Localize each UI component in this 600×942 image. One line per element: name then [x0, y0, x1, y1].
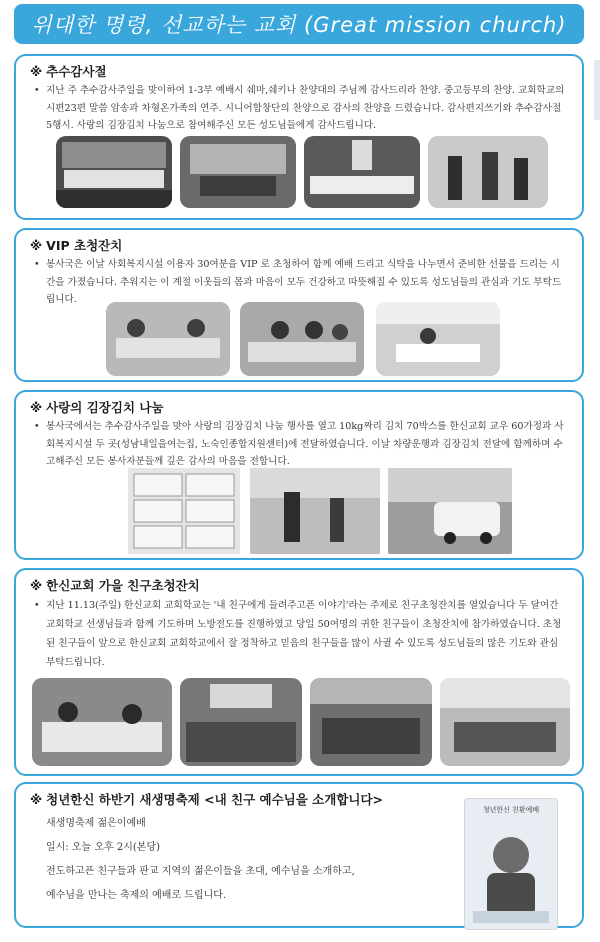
section-title: ※ 사랑의 김장김치 나눔	[30, 400, 164, 415]
photo-vip-dining-1	[106, 302, 230, 376]
photo-choir-stage	[56, 136, 172, 208]
page-edge-marker	[594, 60, 600, 120]
section-paragraph: • 지난 주 추수감사주일을 맞이하여 1-3부 예배시 쉐마,쉐키나 찬양대의 주님께 감사드리라 찬양. 중고등부의 찬양. 교회학교의 시편23편 말씀 암송과 차형온가족의 연주. 시니어합창단의 찬양으로 감사의 찬양을 드렸습니다. 감사편지쓰기와 추수감사절 5행시. 사랑의 김장김치 나눔으로 참여해주신 모든 성도님들에게 감사드립니다.	[34, 85, 565, 131]
section-thanksgiving	[14, 54, 584, 220]
section-title: ※ 추수감사절	[30, 64, 107, 79]
photo-volunteers-carrying	[250, 468, 380, 554]
festival-line-4: 예수님을 만나는 축제의 예배로 드립니다.	[46, 890, 227, 901]
photo-kids-gym	[440, 678, 570, 766]
section-paragraph: • 봉사국은 이날 사회복지시설 이용자 30여분을 VIP 로 초청하여 함께 예배 드리고 식탁을 나누면서 준비한 선물을 드리는 시간을 가졌습니다. 추워지는 이 계절 이웃들의 몸과 마음이 모두 건강하고 따뜻해질 수 있도록 성도님들의 관심과 기도 부탁드립니다.	[34, 259, 562, 305]
photo-children-recitation	[304, 136, 420, 208]
festival-line-3: 전도하고픈 친구들과 판교 지역의 젊은이들을 초대, 예수님을 소개하고,	[46, 866, 355, 877]
photo-kids-table	[32, 678, 172, 766]
section-friend-invitation	[14, 568, 584, 776]
photo-kids-activity	[310, 678, 432, 766]
photo-vip-dining-2	[240, 302, 364, 376]
poster-title: 청년한신 친환예배	[482, 806, 540, 814]
section-title: ※ 청년한신 하반기 새생명축제 <내 친구 예수님을 소개합니다>	[30, 792, 384, 807]
section-paragraph: • 봉사국에서는 추수감사주일을 맞아 사랑의 김장김치 나눔 행사를 열고 10kg짜리 김치 70박스를 한신교회 교우 60가정과 사회복지시설 두 곳(성남내일을여는집, 노숙인종합지원센터)에 전달하였습니다. 이날 차량운행과 김장김치 전달에 함께하며 수고해주신 모든 봉사자분들께 깊은 감사의 마음을 전합니다.	[34, 421, 564, 467]
section-title: ※ 한신교회 가을 친구초청잔치	[30, 578, 200, 593]
page-title: 위대한 명령, 선교하는 교회 (Great mission church)	[31, 13, 567, 37]
section-title: ※ VIP 초청잔치	[30, 238, 123, 253]
photo-family-concert	[428, 136, 548, 208]
section-kimchi-sharing	[14, 390, 584, 560]
photo-vip-dining-3	[376, 302, 500, 376]
page-banner	[14, 4, 584, 44]
section-vip-invitation	[14, 228, 584, 382]
photo-delivery-van	[388, 468, 512, 554]
photo-kimchi-boxes	[128, 468, 240, 554]
festival-line-2: 일시: 오늘 오후 2시(본당)	[46, 842, 161, 853]
photo-youth-performance	[180, 136, 296, 208]
section-paragraph: • 지난 11.13(주일) 한신교회 교회학교는 '내 친구에게 들려주고픈 이야기'라는 주제로 친구초청잔치를 열었습니다 두 달여간 교회학교 선생님들과 함께 기도하며 노방전도를 진행하였고 당일 50여명의 귀한 친구들이 초청잔치에 참가하였습니다. 초청된 친구들이 앞으로 한신교회 교회학교에서 잘 정착하고 믿음의 친구들을 많이 사귈 수 있도록 성도님들의 많은 기도와 관심 부탁드립니다.	[34, 600, 562, 668]
festival-line-1: 새생명축제 젊은이예배	[46, 818, 146, 829]
festival-poster	[464, 798, 558, 930]
photo-kids-assembly	[180, 678, 302, 766]
section-youth-festival	[14, 782, 584, 928]
poster-figure	[465, 799, 557, 929]
